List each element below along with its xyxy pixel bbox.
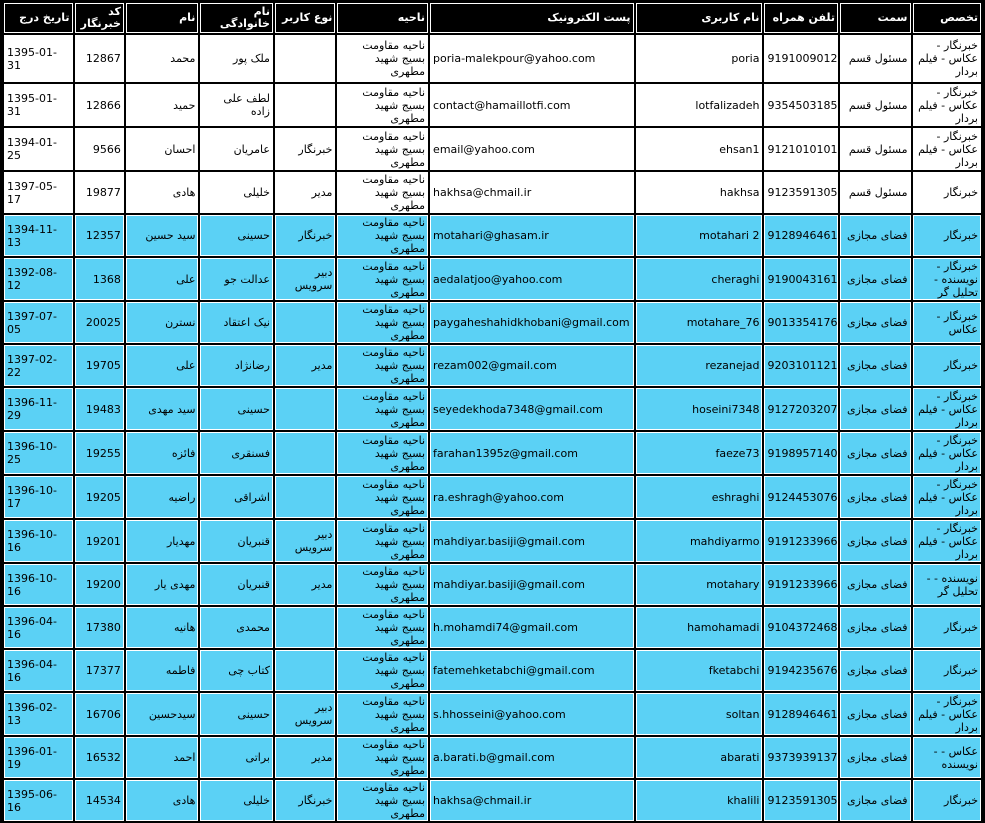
col-specialty-cell: خبرنگار - عکاس - فیلم بردار bbox=[913, 693, 982, 735]
col-lastname-cell: لطف علی زاده bbox=[200, 84, 273, 126]
col-firstname-cell: سیدحسین bbox=[126, 693, 199, 735]
col-specialty-cell: خبرنگار bbox=[913, 345, 982, 386]
col-user-type-cell bbox=[275, 432, 335, 474]
col-specialty-cell: خبرنگار - عکاس - فیلم بردار bbox=[913, 476, 982, 518]
col-user-type-cell: دبیر سرویس bbox=[275, 693, 335, 735]
col-username-cell: hoseini7348 bbox=[636, 388, 763, 430]
col-email-cell: motahari@ghasam.ir bbox=[430, 215, 633, 256]
col-specialty-cell: خبرنگار - عکاس - فیلم بردار bbox=[913, 432, 982, 474]
col-district-header: ناحیه bbox=[337, 3, 428, 33]
col-username-cell: rezanejad bbox=[636, 345, 763, 386]
col-username-cell: khalili bbox=[636, 780, 763, 821]
col-insert-date-cell: 1396-02-13 bbox=[4, 693, 73, 735]
col-district-cell: ناحیه مقاومت بسیج شهید مطهری bbox=[337, 520, 428, 562]
col-lastname-cell: قنبریان bbox=[200, 564, 273, 605]
col-firstname-cell: علی bbox=[126, 345, 199, 386]
col-district-cell: ناحیه مقاومت بسیج شهید مطهری bbox=[337, 302, 428, 343]
table-row[interactable] bbox=[4, 780, 981, 821]
col-reporter-code-cell: 12866 bbox=[75, 84, 124, 126]
col-lastname-cell: محمدی bbox=[200, 607, 273, 648]
col-user-type-cell bbox=[275, 84, 335, 126]
col-district-cell: ناحیه مقاومت بسیج شهید مطهری bbox=[337, 84, 428, 126]
col-insert-date-cell: 1396-10-16 bbox=[4, 520, 73, 562]
col-specialty-header: تخصص bbox=[913, 3, 982, 33]
table-row[interactable] bbox=[4, 84, 981, 126]
col-insert-date-cell: 1397-02-22 bbox=[4, 345, 73, 386]
col-username-cell: soltan bbox=[636, 693, 763, 735]
col-district-cell: ناحیه مقاومت بسیج شهید مطهری bbox=[337, 564, 428, 605]
col-district-cell: ناحیه مقاومت بسیج شهید مطهری bbox=[337, 780, 428, 821]
table-row[interactable] bbox=[4, 128, 981, 170]
col-insert-date-cell: 1396-10-17 bbox=[4, 476, 73, 518]
col-reporter-code-cell: 17377 bbox=[75, 650, 124, 691]
col-reporter-code-cell: 19255 bbox=[75, 432, 124, 474]
col-email-cell: s.hhosseini@yahoo.com bbox=[430, 693, 633, 735]
col-user-type-cell: مدیر bbox=[275, 737, 335, 778]
col-reporter-code-cell: 14534 bbox=[75, 780, 124, 821]
col-email-cell: paygaheshahidkhobani@gmail.com bbox=[430, 302, 633, 343]
col-user-type-header: نوع کاربر bbox=[275, 3, 335, 33]
col-lastname-cell: فسنقری bbox=[200, 432, 273, 474]
col-email-cell: farahan1395z@gmail.com bbox=[430, 432, 633, 474]
table-row[interactable] bbox=[4, 520, 981, 562]
col-specialty-cell: خبرنگار bbox=[913, 780, 982, 821]
col-user-type-cell: خبرنگار bbox=[275, 780, 335, 821]
col-position-cell: فضای مجازی bbox=[840, 302, 911, 343]
col-firstname-cell: سید حسین bbox=[126, 215, 199, 256]
col-lastname-cell: خلیلی bbox=[200, 172, 273, 213]
col-user-type-cell bbox=[275, 476, 335, 518]
col-lastname-cell: قنبریان bbox=[200, 520, 273, 562]
col-email-cell: rezam002@gmail.com bbox=[430, 345, 633, 386]
col-lastname-cell: حسینی bbox=[200, 693, 273, 735]
col-insert-date-cell: 1392-08-12 bbox=[4, 258, 73, 300]
col-username-cell: motahari 2 bbox=[636, 215, 763, 256]
col-firstname-cell: محمد bbox=[126, 35, 199, 82]
col-mobile-cell: 9128946461 bbox=[764, 693, 838, 735]
col-mobile-cell: 9190043161 bbox=[764, 258, 838, 300]
col-position-cell: مسئول قسم bbox=[840, 172, 911, 213]
col-firstname-cell: راضیه bbox=[126, 476, 199, 518]
col-district-cell: ناحیه مقاومت بسیج شهید مطهری bbox=[337, 432, 428, 474]
col-user-type-cell: خبرنگار bbox=[275, 128, 335, 170]
col-user-type-cell: دبیر سرویس bbox=[275, 520, 335, 562]
col-email-cell: seyedekhoda7348@gmail.com bbox=[430, 388, 633, 430]
col-specialty-cell: خبرنگار bbox=[913, 650, 982, 691]
col-insert-date-cell: 1395-01-31 bbox=[4, 35, 73, 82]
col-email-cell: hakhsa@chmail.ir bbox=[430, 780, 633, 821]
col-lastname-header: نام خانوادگی bbox=[200, 3, 273, 33]
table-row[interactable] bbox=[4, 388, 981, 430]
col-reporter-code-cell: 19483 bbox=[75, 388, 124, 430]
col-username-cell: lotfalizadeh bbox=[636, 84, 763, 126]
col-lastname-cell: خلیلی bbox=[200, 780, 273, 821]
col-user-type-cell bbox=[275, 650, 335, 691]
col-email-header: پست الکترونیک bbox=[430, 3, 633, 33]
col-username-cell: motahary bbox=[636, 564, 763, 605]
col-district-cell: ناحیه مقاومت بسیج شهید مطهری bbox=[337, 737, 428, 778]
col-mobile-cell: 9373939137 bbox=[764, 737, 838, 778]
col-district-cell: ناحیه مقاومت بسیج شهید مطهری bbox=[337, 388, 428, 430]
col-firstname-cell: هادی bbox=[126, 780, 199, 821]
col-insert-date-header: تاریخ درج bbox=[4, 3, 73, 33]
col-mobile-cell: 9191233966 bbox=[764, 520, 838, 562]
col-mobile-cell: 9354503185 bbox=[764, 84, 838, 126]
col-reporter-code-cell: 16532 bbox=[75, 737, 124, 778]
table-row[interactable] bbox=[4, 650, 981, 691]
col-position-cell: فضای مجازی bbox=[840, 607, 911, 648]
col-reporter-code-cell: 19877 bbox=[75, 172, 124, 213]
col-firstname-cell: مهدی یار bbox=[126, 564, 199, 605]
col-position-cell: فضای مجازی bbox=[840, 476, 911, 518]
col-username-header: نام کاربری bbox=[636, 3, 763, 33]
col-mobile-cell: 9123591305 bbox=[764, 780, 838, 821]
col-insert-date-cell: 1396-04-16 bbox=[4, 607, 73, 648]
col-firstname-cell: حمید bbox=[126, 84, 199, 126]
col-mobile-cell: 9191009012 bbox=[764, 35, 838, 82]
col-reporter-code-header: کد خبرنگار bbox=[75, 3, 124, 33]
col-user-type-cell bbox=[275, 35, 335, 82]
col-firstname-cell: هادی bbox=[126, 172, 199, 213]
col-position-cell: فضای مجازی bbox=[840, 693, 911, 735]
col-username-cell: eshraghi bbox=[636, 476, 763, 518]
col-email-cell: mahdiyar.basiji@gmail.com bbox=[430, 564, 633, 605]
col-username-cell: poria bbox=[636, 35, 763, 82]
col-mobile-cell: 9191233966 bbox=[764, 564, 838, 605]
col-firstname-cell: علی bbox=[126, 258, 199, 300]
col-username-cell: faeze73 bbox=[636, 432, 763, 474]
col-insert-date-cell: 1397-07-05 bbox=[4, 302, 73, 343]
col-specialty-cell: خبرنگار - عکاس - فیلم بردار bbox=[913, 35, 982, 82]
col-reporter-code-cell: 12357 bbox=[75, 215, 124, 256]
col-position-cell: فضای مجازی bbox=[840, 215, 911, 256]
col-specialty-cell: خبرنگار bbox=[913, 172, 982, 213]
header-row bbox=[4, 3, 981, 33]
col-district-cell: ناحیه مقاومت بسیج شهید مطهری bbox=[337, 172, 428, 213]
col-specialty-cell: خبرنگار - نویسنده - تحلیل گر bbox=[913, 258, 982, 300]
col-reporter-code-cell: 19200 bbox=[75, 564, 124, 605]
col-insert-date-cell: 1395-06-16 bbox=[4, 780, 73, 821]
col-user-type-cell bbox=[275, 388, 335, 430]
col-firstname-cell: نسترن bbox=[126, 302, 199, 343]
col-specialty-cell: خبرنگار - عکاس - فیلم بردار bbox=[913, 128, 982, 170]
col-lastname-cell: ملک پور bbox=[200, 35, 273, 82]
col-mobile-cell: 9128946461 bbox=[764, 215, 838, 256]
col-email-cell: contact@hamaillotfi.com bbox=[430, 84, 633, 126]
col-reporter-code-cell: 9566 bbox=[75, 128, 124, 170]
col-email-cell: mahdiyar.basiji@gmail.com bbox=[430, 520, 633, 562]
col-position-header: سمت bbox=[840, 3, 911, 33]
col-reporter-code-cell: 17380 bbox=[75, 607, 124, 648]
col-user-type-cell: مدیر bbox=[275, 564, 335, 605]
col-insert-date-cell: 1396-01-19 bbox=[4, 737, 73, 778]
col-district-cell: ناحیه مقاومت بسیج شهید مطهری bbox=[337, 650, 428, 691]
col-position-cell: مسئول قسم bbox=[840, 35, 911, 82]
col-position-cell: فضای مجازی bbox=[840, 258, 911, 300]
col-firstname-cell: فاطمه bbox=[126, 650, 199, 691]
col-firstname-cell: فائزه bbox=[126, 432, 199, 474]
col-email-cell: fatemehketabchi@gmail.com bbox=[430, 650, 633, 691]
col-district-cell: ناحیه مقاومت بسیج شهید مطهری bbox=[337, 607, 428, 648]
col-specialty-cell: خبرنگار - عکاس - فیلم بردار bbox=[913, 520, 982, 562]
col-username-cell: abarati bbox=[636, 737, 763, 778]
col-mobile-cell: 9013354176 bbox=[764, 302, 838, 343]
col-district-cell: ناحیه مقاومت بسیج شهید مطهری bbox=[337, 35, 428, 82]
col-position-cell: فضای مجازی bbox=[840, 737, 911, 778]
col-district-cell: ناحیه مقاومت بسیج شهید مطهری bbox=[337, 128, 428, 170]
col-user-type-cell bbox=[275, 302, 335, 343]
col-mobile-cell: 9104372468 bbox=[764, 607, 838, 648]
table-row[interactable] bbox=[4, 345, 981, 386]
col-username-cell: motahare_76 bbox=[636, 302, 763, 343]
col-lastname-cell: رضانژاد bbox=[200, 345, 273, 386]
col-specialty-cell: خبرنگار - عکاس bbox=[913, 302, 982, 343]
col-username-cell: ehsan1 bbox=[636, 128, 763, 170]
table-row[interactable] bbox=[4, 693, 981, 735]
table-row[interactable] bbox=[4, 476, 981, 518]
table-row[interactable] bbox=[4, 607, 981, 648]
col-email-cell: ra.eshragh@yahoo.com bbox=[430, 476, 633, 518]
col-email-cell: hakhsa@chmail.ir bbox=[430, 172, 633, 213]
col-district-cell: ناحیه مقاومت بسیج شهید مطهری bbox=[337, 215, 428, 256]
col-reporter-code-cell: 16706 bbox=[75, 693, 124, 735]
col-firstname-cell: احمد bbox=[126, 737, 199, 778]
users-table bbox=[2, 1, 983, 823]
col-district-cell: ناحیه مقاومت بسیج شهید مطهری bbox=[337, 693, 428, 735]
col-reporter-code-cell: 19705 bbox=[75, 345, 124, 386]
col-mobile-cell: 9127203207 bbox=[764, 388, 838, 430]
col-email-cell: email@yahoo.com bbox=[430, 128, 633, 170]
col-position-cell: فضای مجازی bbox=[840, 650, 911, 691]
col-reporter-code-cell: 1368 bbox=[75, 258, 124, 300]
col-firstname-cell: هانیه bbox=[126, 607, 199, 648]
col-specialty-cell: خبرنگار bbox=[913, 607, 982, 648]
col-position-cell: مسئول قسم bbox=[840, 84, 911, 126]
col-position-cell: مسئول قسم bbox=[840, 128, 911, 170]
col-insert-date-cell: 1394-11-13 bbox=[4, 215, 73, 256]
col-position-cell: فضای مجازی bbox=[840, 520, 911, 562]
col-mobile-cell: 9123591305 bbox=[764, 172, 838, 213]
col-lastname-cell: عدالت جو bbox=[200, 258, 273, 300]
col-lastname-cell: کتاب چی bbox=[200, 650, 273, 691]
col-mobile-cell: 9203101121 bbox=[764, 345, 838, 386]
col-position-cell: فضای مجازی bbox=[840, 388, 911, 430]
col-username-cell: hakhsa bbox=[636, 172, 763, 213]
col-firstname-cell: مهدیار bbox=[126, 520, 199, 562]
col-mobile-cell: 9121010101 bbox=[764, 128, 838, 170]
col-reporter-code-cell: 12867 bbox=[75, 35, 124, 82]
table-row[interactable] bbox=[4, 258, 981, 300]
col-firstname-cell: سید مهدی bbox=[126, 388, 199, 430]
col-username-cell: hamohamadi bbox=[636, 607, 763, 648]
col-insert-date-cell: 1396-11-29 bbox=[4, 388, 73, 430]
col-mobile-header: تلفن همراه bbox=[764, 3, 838, 33]
col-specialty-cell: نویسنده - - تحلیل گر bbox=[913, 564, 982, 605]
col-insert-date-cell: 1396-10-16 bbox=[4, 564, 73, 605]
col-user-type-cell: خبرنگار bbox=[275, 215, 335, 256]
col-email-cell: h.mohamdi74@gmail.com bbox=[430, 607, 633, 648]
col-firstname-header: نام bbox=[126, 3, 199, 33]
col-username-cell: mahdiyarmo bbox=[636, 520, 763, 562]
col-specialty-cell: خبرنگار - عکاس - فیلم بردار bbox=[913, 388, 982, 430]
col-username-cell: fketabchi bbox=[636, 650, 763, 691]
col-user-type-cell: دبیر سرویس bbox=[275, 258, 335, 300]
col-district-cell: ناحیه مقاومت بسیج شهید مطهری bbox=[337, 258, 428, 300]
col-insert-date-cell: 1397-05-17 bbox=[4, 172, 73, 213]
col-user-type-cell bbox=[275, 607, 335, 648]
table-row[interactable] bbox=[4, 432, 981, 474]
col-specialty-cell: خبرنگار bbox=[913, 215, 982, 256]
col-insert-date-cell: 1395-01-31 bbox=[4, 84, 73, 126]
table-row[interactable] bbox=[4, 302, 981, 343]
col-insert-date-cell: 1396-10-25 bbox=[4, 432, 73, 474]
col-insert-date-cell: 1394-01-25 bbox=[4, 128, 73, 170]
col-firstname-cell: احسان bbox=[126, 128, 199, 170]
col-lastname-cell: اشراقی bbox=[200, 476, 273, 518]
col-lastname-cell: نیک اعتقاد bbox=[200, 302, 273, 343]
table-row[interactable] bbox=[4, 215, 981, 256]
col-position-cell: فضای مجازی bbox=[840, 564, 911, 605]
col-insert-date-cell: 1396-04-16 bbox=[4, 650, 73, 691]
col-reporter-code-cell: 19201 bbox=[75, 520, 124, 562]
col-district-cell: ناحیه مقاومت بسیج شهید مطهری bbox=[337, 476, 428, 518]
col-email-cell: a.barati.b@gmail.com bbox=[430, 737, 633, 778]
col-lastname-cell: حسینی bbox=[200, 215, 273, 256]
col-reporter-code-cell: 19205 bbox=[75, 476, 124, 518]
col-user-type-cell: مدیر bbox=[275, 172, 335, 213]
col-position-cell: فضای مجازی bbox=[840, 345, 911, 386]
col-user-type-cell: مدیر bbox=[275, 345, 335, 386]
col-specialty-cell: عکاس - - نویسنده bbox=[913, 737, 982, 778]
col-position-cell: فضای مجازی bbox=[840, 432, 911, 474]
col-lastname-cell: عامریان bbox=[200, 128, 273, 170]
col-lastname-cell: براتی bbox=[200, 737, 273, 778]
table-row[interactable] bbox=[4, 737, 981, 778]
col-email-cell: poria-malekpour@yahoo.com bbox=[430, 35, 633, 82]
col-mobile-cell: 9198957140 bbox=[764, 432, 838, 474]
col-lastname-cell: حسینی bbox=[200, 388, 273, 430]
col-reporter-code-cell: 20025 bbox=[75, 302, 124, 343]
col-mobile-cell: 9194235676 bbox=[764, 650, 838, 691]
col-position-cell: فضای مجازی bbox=[840, 780, 911, 821]
table-row[interactable] bbox=[4, 172, 981, 213]
col-specialty-cell: خبرنگار - عکاس - فیلم بردار bbox=[913, 84, 982, 126]
col-district-cell: ناحیه مقاومت بسیج شهید مطهری bbox=[337, 345, 428, 386]
col-email-cell: aedalatjoo@yahoo.com bbox=[430, 258, 633, 300]
table-row[interactable] bbox=[4, 35, 981, 82]
table-row[interactable] bbox=[4, 564, 981, 605]
col-mobile-cell: 9124453076 bbox=[764, 476, 838, 518]
col-username-cell: cheraghi bbox=[636, 258, 763, 300]
